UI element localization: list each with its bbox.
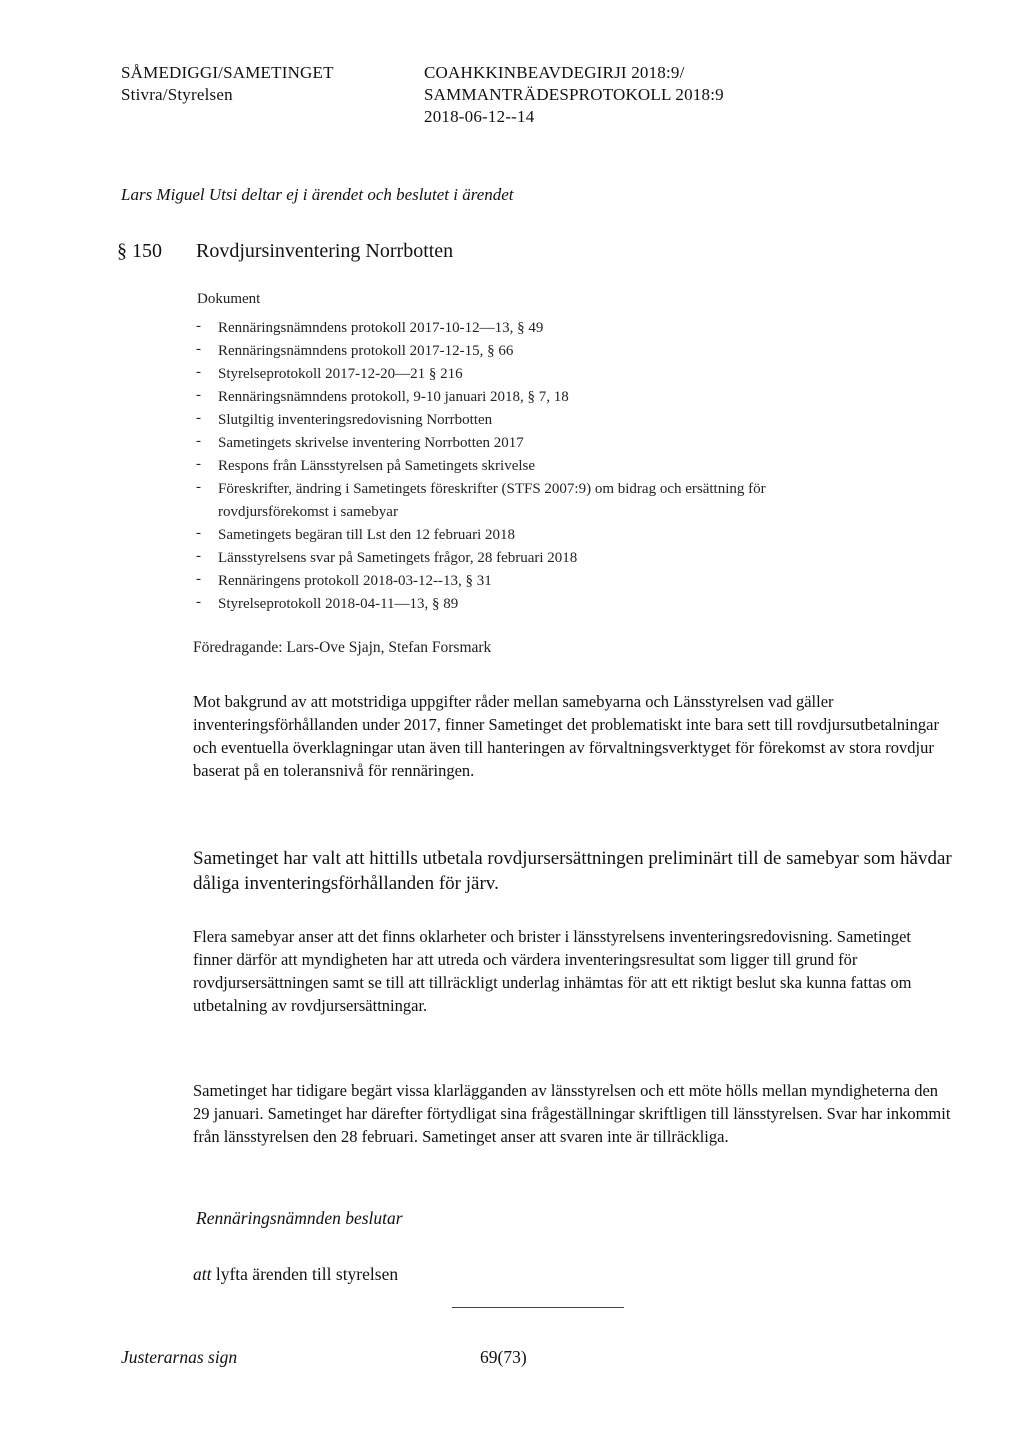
body-paragraph-1: Mot bakgrund av att motstridiga uppgifter råder mellan samebyarna och Länsstyrelsen vad gäller inventeringsförhållanden under 2017, finner Sametinget det problematiskt inte bara sett till rovdjursutbetalningar och eventuella överklagningar utan även till hanteringen av förvaltningsverktyget för förekomst av stora rovdjur baserat på en toleransnivå för rennäringen. (193, 692, 939, 780)
list-dash: - (196, 341, 201, 357)
page-number: 69(73) (480, 1347, 527, 1367)
signature-label: Justerarnas sign (121, 1347, 238, 1367)
list-dash: - (196, 571, 201, 587)
list-dash: - (196, 548, 201, 564)
document-item-continuation: rovdjursförekomst i samebyar (218, 504, 398, 520)
body-paragraph-4: Sametinget har tidigare begärt vissa klarlägganden av länsstyrelsen och ett möte hölls mellan myndigheterna den 29 januari. Sametinget har därefter förtydligat sina frågeställningar skriftligen till länsstyrelsen. Svar har inkommit från länsstyrelsen den 28 februari. Sametinget anser att svaren inte är tillräckliga. (193, 1081, 951, 1146)
document-item: Rennäringsnämndens protokoll 2017-12-15, § 66 (218, 343, 514, 359)
decision-line (193, 1264, 398, 1285)
document-item: Sametingets skrivelse inventering Norrbotten 2017 (218, 435, 524, 451)
meeting-dates: 2018-06-12--14 (424, 107, 535, 126)
document-item: Sametingets begäran till Lst den 12 februari 2018 (218, 527, 516, 543)
decision-text: lyfta ärenden till styrelsen (215, 1264, 399, 1284)
section-title: Rovdjursinventering Norrbotten (196, 240, 454, 262)
body-paragraph-3: Flera samebyar anser att det finns oklarheter och brister i länsstyrelsens inventeringsredovisning. Sametinget finner därför att myndigheten har att utreda och värdera inventeringsresultat som ligger till grund för rovdjursersättningen samt se till att tillräckligt underlag inhämtas för att ett riktigt beslut ska kunna fattas om utbetalning av rovdjursersättningar. (193, 927, 912, 1015)
recusal-note: Lars Miguel Utsi deltar ej i ärendet och beslutet i ärendet (121, 185, 514, 204)
document-item: Styrelseprotokoll 2018-04-11—13, § 89 (218, 596, 459, 612)
list-dash: - (196, 410, 201, 426)
document-item: Länsstyrelsens svar på Sametingets frågor, 28 februari 2018 (218, 550, 578, 566)
list-dash: - (196, 525, 201, 541)
list-dash: - (196, 456, 201, 472)
document-item: Rennäringsnämndens protokoll 2017-10-12—13, § 49 (218, 320, 544, 336)
list-dash: - (196, 479, 201, 495)
protocol-title: COAHKKINBEAVDEGIRJI 2018:9/ (424, 63, 685, 82)
list-dash: - (196, 318, 201, 334)
body-paragraph-2: Sametinget har valt att hittills utbetala rovdjursersättningen preliminärt till de samebyar som hävdar dåliga inventeringsförhållanden för järv. (193, 848, 952, 894)
list-dash: - (196, 364, 201, 380)
list-dash: - (196, 387, 201, 403)
section-number: § 150 (117, 240, 162, 262)
document-item: Rennäringsnämndens protokoll, 9-10 januari 2018, § 7, 18 (218, 389, 569, 405)
list-dash: - (196, 433, 201, 449)
org-board: Stivra/Styrelsen (121, 85, 233, 104)
document-item: Rennäringens protokoll 2018-03-12--13, § 31 (218, 573, 492, 589)
presenters: Föredragande: Lars-Ove Sjajn, Stefan Forsmark (193, 639, 492, 656)
list-dash: - (196, 594, 201, 610)
document-item: Föreskrifter, ändring i Sametingets föreskrifter (STFS 2007:9) om bidrag och ersättning för (218, 481, 766, 497)
document-item: Respons från Länsstyrelsen på Sametingets skrivelse (218, 458, 536, 474)
document-item: Styrelseprotokoll 2017-12-20—21 § 216 (218, 366, 463, 382)
separator-line (452, 1307, 624, 1308)
protocol-subtitle: SAMMANTRÄDESPROTOKOLL 2018:9 (424, 85, 724, 104)
document-item: Slutgiltig inventeringsredovisning Norrbotten (218, 412, 493, 428)
org-name: SÅMEDIGGI/SAMETINGET (121, 63, 334, 82)
decision-heading: Rennäringsnämnden beslutar (196, 1208, 403, 1228)
decision-att: att (193, 1264, 212, 1284)
documents-heading: Dokument (197, 291, 261, 307)
